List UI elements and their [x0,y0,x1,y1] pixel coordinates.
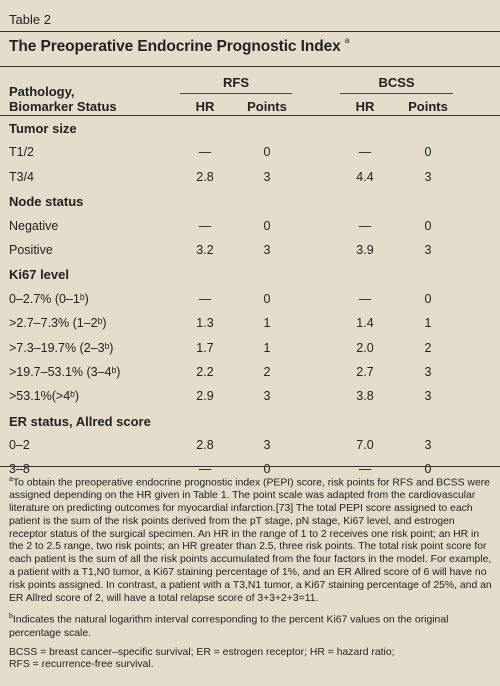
row-label: >7.3–19.7% (2–3ᵇ) [9,340,114,355]
rfs-hr-cell: 1.7 [196,340,214,355]
footnote-b-text: Indicates the natural logarithm interval corresponding to the percent Ki67 values on the original percentage scale. [9,614,449,639]
bcss-hr-cell: — [358,145,372,160]
rfs-hr-cell: 2.8 [196,169,214,184]
bcss-hr-cell: — [358,291,372,306]
rfs-hr-cell: 2.9 [196,389,214,404]
section-header-row [0,409,500,433]
table-label: Table 2 [9,12,51,27]
table-row [0,433,500,457]
table-row [0,360,500,384]
bcss-points-cell: 0 [424,462,432,477]
title-text: The Preoperative Endocrine Prognostic Index [9,38,341,56]
rfs-group-rule [180,93,292,94]
rfs-points-cell: 3 [263,438,271,453]
table-row [0,311,500,335]
rfs-points-cell: 0 [263,145,271,160]
row-label-header-line2: Biomarker Status [9,99,117,114]
bcss-points-header: Points [408,99,448,114]
footnote-a-text: To obtain the preoperative endocrine prognostic index (PEPI) score, risk points for RFS and BCSS were assigned depending on the HR given in Table 1. The point scale was adapted from the cardiovascular literature on predicting outcomes for myocardial infarction.[73] The total PEPI score assigned to each patient is the sum of the risk points derived from the pT stage, pN stage, Ki67 level, and estrogen receptor status of the surgical specimen. An HR in the range of 1 to 2 receives one risk point; an HR in the 2 to 2.5 range, two risk points; an HR greater than 2.5, three risk points. The total risk point score for each patient is the sum of all the risk points accumulated from the four factors in the model. For example, a patient with a T1,N0 tumor, a Ki67 staining percentage of 1%, and an ER Allred score of 6 will have no risk points assigned. In contrast, a patient with a T3,N1 tumor, a Ki67 staining percentage of 25%, and an ER Allred score of 2, will have a total relapse score of 3+3+2+3=11. [9,477,492,604]
table-row [0,287,500,311]
table-footnotes [9,474,493,678]
rfs-hr-cell: — [198,291,212,306]
row-label: >19.7–53.1% (3–4ᵇ) [9,364,121,379]
rfs-points-cell: 3 [263,169,271,184]
section-label: Tumor size [9,121,77,136]
row-label-header-line1: Pathology, [9,84,75,99]
rfs-hr-header: HR [195,99,215,114]
footnote-b [9,611,493,640]
bcss-points-cell: 0 [424,145,432,160]
table-row [0,336,500,360]
bcss-hr-cell: — [358,462,372,477]
section-header-row [0,262,500,286]
rfs-points-cell: 1 [263,340,271,355]
bcss-hr-cell: 2.0 [356,340,374,355]
body-rule [0,466,500,467]
bcss-points-cell: 3 [424,389,432,404]
bcss-hr-cell: 7.0 [356,438,374,453]
row-label: >2.7–7.3% (1–2ᵇ) [9,316,107,331]
bcss-points-cell: 2 [424,340,432,355]
row-label: 3–8 [9,462,30,477]
bcss-hr-cell: 4.4 [356,169,374,184]
bcss-group-header: BCSS [378,75,415,90]
rfs-points-cell: 3 [263,242,271,257]
rfs-points-cell: 1 [263,316,271,331]
title-rule [0,66,500,67]
bcss-points-cell: 3 [424,438,432,453]
row-label: 0–2 [9,438,30,453]
table-row [0,214,500,238]
bcss-points-cell: 3 [424,169,432,184]
bcss-hr-cell: — [358,218,372,233]
title-footnote-marker: a [344,36,350,45]
bcss-points-cell: 3 [424,242,432,257]
bcss-hr-cell: 3.9 [356,242,374,257]
rfs-hr-cell: 3.2 [196,242,214,257]
bcss-points-cell: 3 [424,364,432,379]
row-label: Negative [9,218,59,233]
rfs-hr-cell: 2.8 [196,438,214,453]
bcss-points-cell: 0 [424,218,432,233]
row-label: Positive [9,242,53,257]
section-header-row [0,116,500,140]
section-label: ER status, Allred score [9,413,151,429]
rfs-hr-cell: 1.3 [196,316,214,331]
section-label: Node status [9,194,84,210]
row-label: >53.1%(>4ᵇ) [9,389,80,404]
abbreviations [9,647,493,673]
footnote-b-marker: b [9,613,13,621]
table-body [0,116,500,482]
section-header-row [0,189,500,213]
abbreviations-line1: BCSS = breast cancer–specific survival; ER = estrogen receptor; HR = hazard ratio; [9,646,395,658]
table-title [9,38,349,56]
row-label: 0–2.7% (0–1ᵇ) [9,291,89,306]
table-row [0,140,500,164]
rfs-points-cell: 0 [263,218,271,233]
row-label: T3/4 [9,169,35,184]
bcss-points-cell: 1 [424,316,432,331]
bcss-hr-cell: 2.7 [356,364,374,379]
rfs-hr-cell: 2.2 [196,364,214,379]
rfs-hr-cell: — [198,462,212,477]
table-row [0,384,500,408]
rfs-points-cell: 0 [263,291,271,306]
abbreviations-line2: RFS = recurrence-free survival. [9,659,154,671]
top-rule [0,31,500,32]
bcss-hr-header: HR [355,99,375,114]
bcss-group-rule [340,93,453,94]
rfs-group-header: RFS [223,75,249,90]
bcss-hr-cell: 1.4 [356,316,374,331]
rfs-points-cell: 0 [263,462,271,477]
rfs-points-cell: 2 [263,364,271,379]
rfs-hr-cell: — [198,145,212,160]
section-label: Ki67 level [9,267,69,283]
table-row [0,165,500,189]
rfs-points-cell: 3 [263,389,271,404]
row-label: T1/2 [9,145,35,160]
bcss-points-cell: 0 [424,291,432,306]
footnote-a-marker: a [9,476,13,483]
rfs-points-header: Points [247,99,287,114]
bcss-hr-cell: 3.8 [356,389,374,404]
table-row [0,238,500,262]
rfs-hr-cell: — [198,218,212,233]
footnote-a [9,474,493,605]
